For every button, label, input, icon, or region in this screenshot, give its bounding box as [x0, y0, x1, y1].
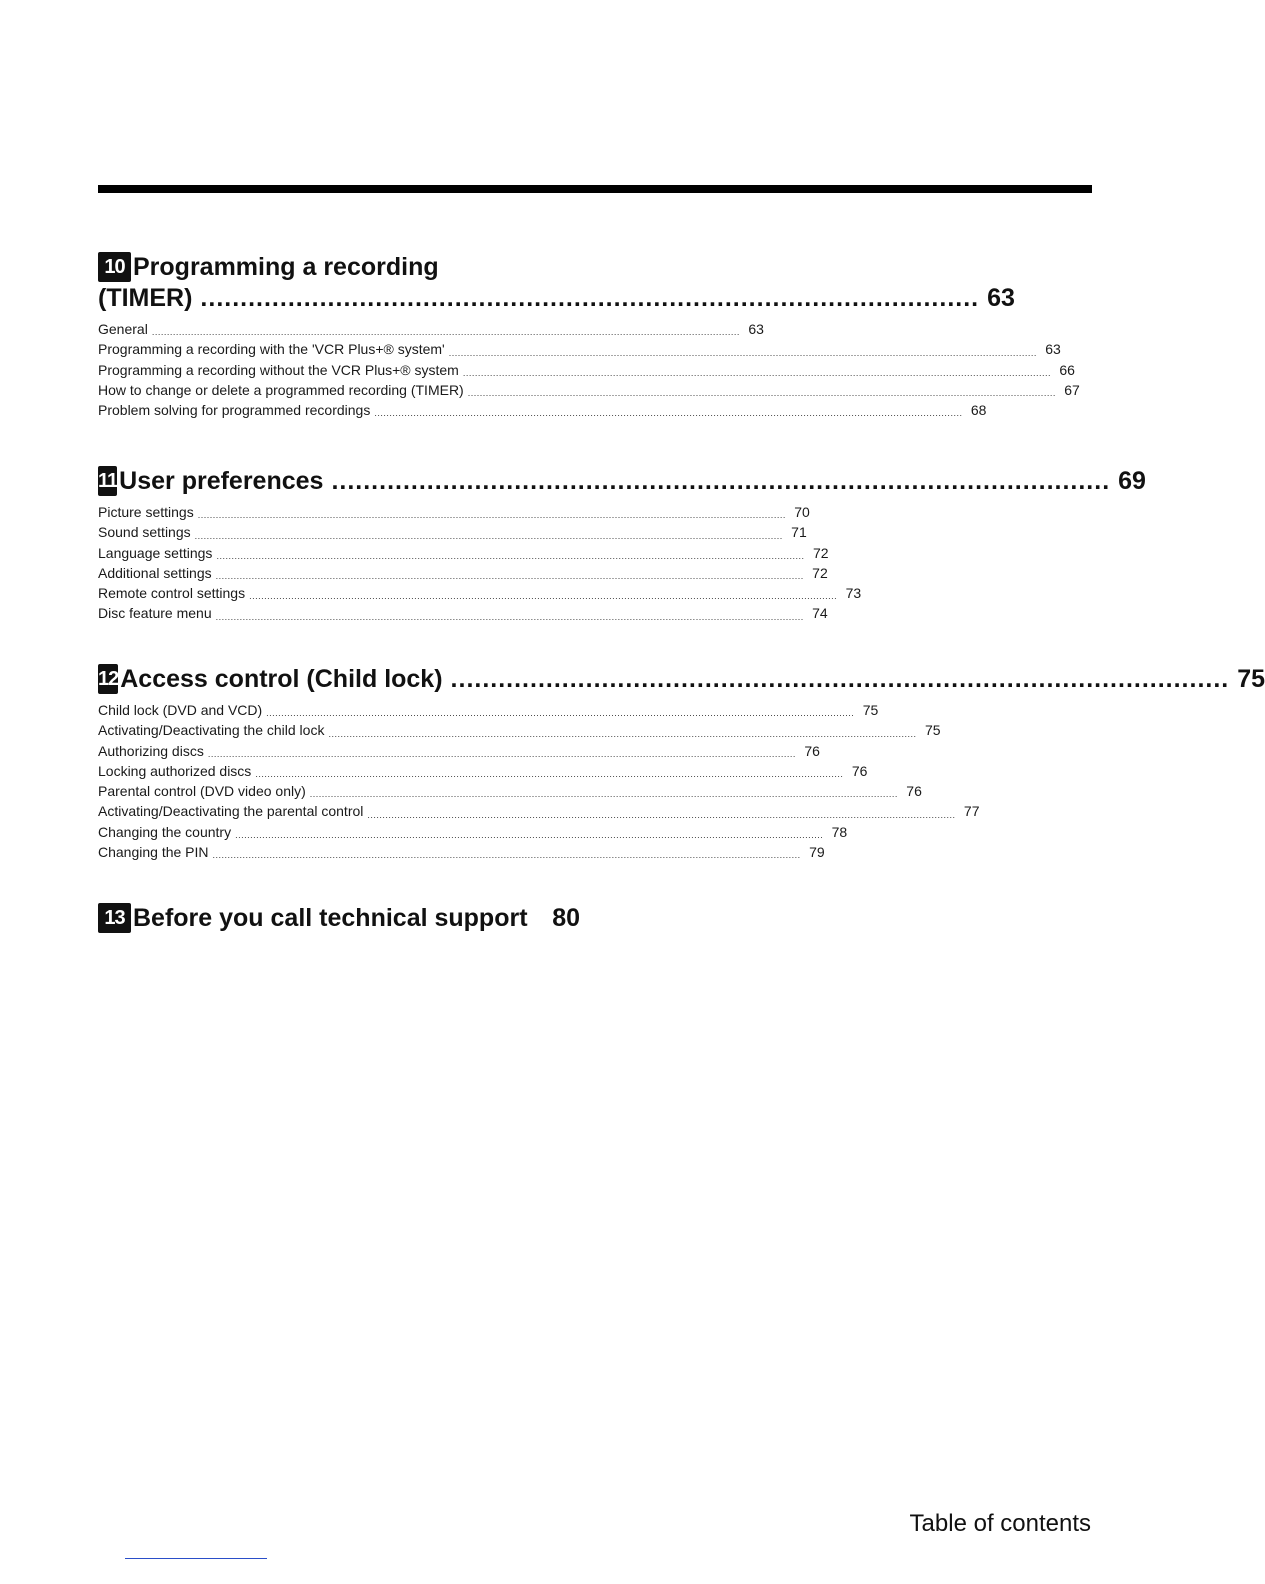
chapter-13 [98, 903, 580, 933]
entry-page-number: 78 [831, 823, 848, 840]
chapter-title: Access control (Child lock) [120, 665, 443, 693]
chapter-12-heading[interactable] [98, 664, 1265, 694]
entry-title: Programming a recording with the 'VCR Plus+® system' [98, 341, 445, 358]
entry-title: Remote control settings [98, 585, 246, 602]
entry-page-number: 67 [1064, 381, 1080, 398]
toc-entry[interactable] [98, 603, 828, 623]
toc-entry[interactable] [98, 781, 922, 801]
chapter-title: User preferences [119, 467, 324, 495]
entry-title: Activating/Deactivating the child lock [98, 722, 325, 739]
entry-title: Picture settings [98, 504, 194, 520]
toc-entry[interactable] [98, 400, 987, 420]
toc-entry[interactable] [98, 761, 868, 781]
entry-page-number: 70 [794, 504, 810, 520]
leader-dots: .................................................................................................................................................................................................... [255, 769, 844, 780]
leader-dots: .................................................................................................................................................................................................... [215, 571, 804, 582]
entry-page-number: 77 [963, 803, 980, 820]
entry-page-number: 73 [845, 585, 862, 602]
leader-dots: .................................................................................................................................................................................................... [151, 327, 740, 338]
chapter-page-number: 80 [552, 904, 580, 932]
leader-dots: .................................................................................................................................................................................................... [207, 748, 796, 759]
leader-dots: .................................................................................................................................................................................................... [212, 850, 801, 861]
chapter-10-entries [98, 319, 1080, 420]
section-footer-title: Table of contents [909, 1510, 1091, 1537]
entry-page-number: 74 [812, 605, 828, 622]
entry-title: Child lock (DVD and VCD) [98, 702, 263, 718]
entry-title: How to change or delete a programmed recording (TIMER) [98, 381, 464, 398]
chapter-11-heading[interactable] [98, 466, 1146, 496]
leader-dots: .................................................................................................. [331, 467, 1111, 495]
chapter-page-number: 75 [1237, 665, 1265, 693]
toc-entry[interactable] [98, 360, 1075, 380]
chapter-number-badge: 13 [98, 903, 131, 933]
entry-page-number: 75 [862, 702, 879, 718]
toc-entry[interactable] [98, 822, 848, 842]
entry-title: Programming a recording without the VCR Plus+® system [98, 361, 459, 378]
leader-dots: .................................................................................................................................................................................................... [235, 830, 824, 841]
entry-page-number: 75 [924, 722, 941, 739]
bottom-underline-rule [125, 1558, 267, 1559]
chapter-13-heading[interactable] [98, 903, 580, 933]
entry-title: Changing the PIN [98, 844, 209, 861]
toc-entry[interactable] [98, 543, 829, 563]
chapter-title: Before you call technical support [133, 904, 528, 932]
entry-title: Additional settings [98, 564, 212, 581]
leader-dots: .................................................................................................................................................................................................... [328, 728, 917, 739]
toc-entry[interactable] [98, 741, 820, 761]
leader-dots: .................................................................................................................................................................................................... [266, 708, 855, 719]
entry-title: Authorizing discs [98, 742, 204, 759]
entry-page-number: 76 [851, 762, 868, 779]
entry-page-number: 79 [809, 844, 825, 861]
entry-title: Disc feature menu [98, 605, 212, 622]
entry-page-number: 66 [1059, 361, 1075, 378]
toc-entry[interactable] [98, 522, 807, 542]
leader-dots: .................................................................................................................................................................................................... [197, 510, 786, 521]
leader-dots: .................................................................................................................................................................................................... [448, 347, 1037, 358]
entry-title: Changing the country [98, 823, 232, 840]
leader-dots: .................................................................................................................................................................................................... [462, 367, 1051, 378]
entry-title: Sound settings [98, 524, 191, 541]
toc-entry[interactable] [98, 842, 825, 862]
leader-dots: .................................................................................................................................................................................................... [215, 611, 804, 622]
leader-dots: .................................................................................................................................................................................................... [467, 388, 1056, 399]
leader-dots: .................................................................................................................................................................................................... [374, 408, 963, 419]
entry-page-number: 76 [804, 742, 820, 759]
entry-title: Parental control (DVD video only) [98, 783, 306, 800]
toc-entry[interactable] [98, 319, 764, 339]
toc-entry[interactable] [98, 700, 879, 720]
chapter-title: Programming a recording [133, 253, 439, 281]
chapter-page-number: 69 [1118, 467, 1146, 495]
entry-title: Locking authorized discs [98, 762, 252, 779]
entry-page-number: 71 [791, 524, 807, 541]
entry-page-number: 72 [812, 564, 828, 581]
entry-page-number: 63 [748, 321, 764, 337]
entry-title: Language settings [98, 544, 213, 561]
chapter-11 [98, 466, 1146, 640]
entry-page-number: 76 [906, 783, 922, 800]
leader-dots: .................................................................................................................................................................................................... [309, 789, 898, 800]
toc-entry[interactable] [98, 380, 1080, 400]
toc-entry[interactable] [98, 563, 828, 583]
leader-dots: .................................................................................................................................................................................................... [216, 550, 805, 561]
chapter-number-badge: 10 [98, 252, 131, 282]
entry-title: Problem solving for programmed recordings [98, 402, 371, 419]
toc-entry[interactable] [98, 720, 941, 740]
entry-page-number: 63 [1045, 341, 1061, 358]
leader-dots: .................................................................................................................................................................................................... [194, 530, 783, 541]
chapter-number-badge: 11 [98, 466, 117, 496]
chapter-page-number: 63 [987, 284, 1015, 312]
entry-title: Activating/Deactivating the parental control [98, 803, 364, 820]
toc-entry[interactable] [98, 583, 862, 603]
toc-entry[interactable] [98, 801, 980, 821]
top-rule [98, 185, 1092, 193]
chapter-12 [98, 664, 1265, 878]
toc-entry[interactable] [98, 502, 810, 522]
leader-dots: .................................................................................................................................................................................................... [249, 591, 838, 602]
chapter-number-badge: 12 [98, 664, 118, 694]
entry-page-number: 72 [812, 544, 829, 561]
chapter-11-entries [98, 502, 862, 624]
chapter-10 [98, 252, 1080, 436]
toc-entry[interactable] [98, 339, 1061, 359]
chapter-12-entries [98, 700, 980, 862]
chapter-10-heading[interactable] [98, 252, 1015, 313]
chapter-title-continued: (TIMER) [98, 284, 193, 312]
entry-title: General [98, 321, 148, 337]
leader-dots: .................................................................................................. [450, 665, 1230, 693]
leader-dots: .................................................................................................. [200, 284, 980, 312]
leader-dots: .................................................................................................................................................................................................... [367, 809, 956, 820]
entry-page-number: 68 [970, 402, 987, 419]
